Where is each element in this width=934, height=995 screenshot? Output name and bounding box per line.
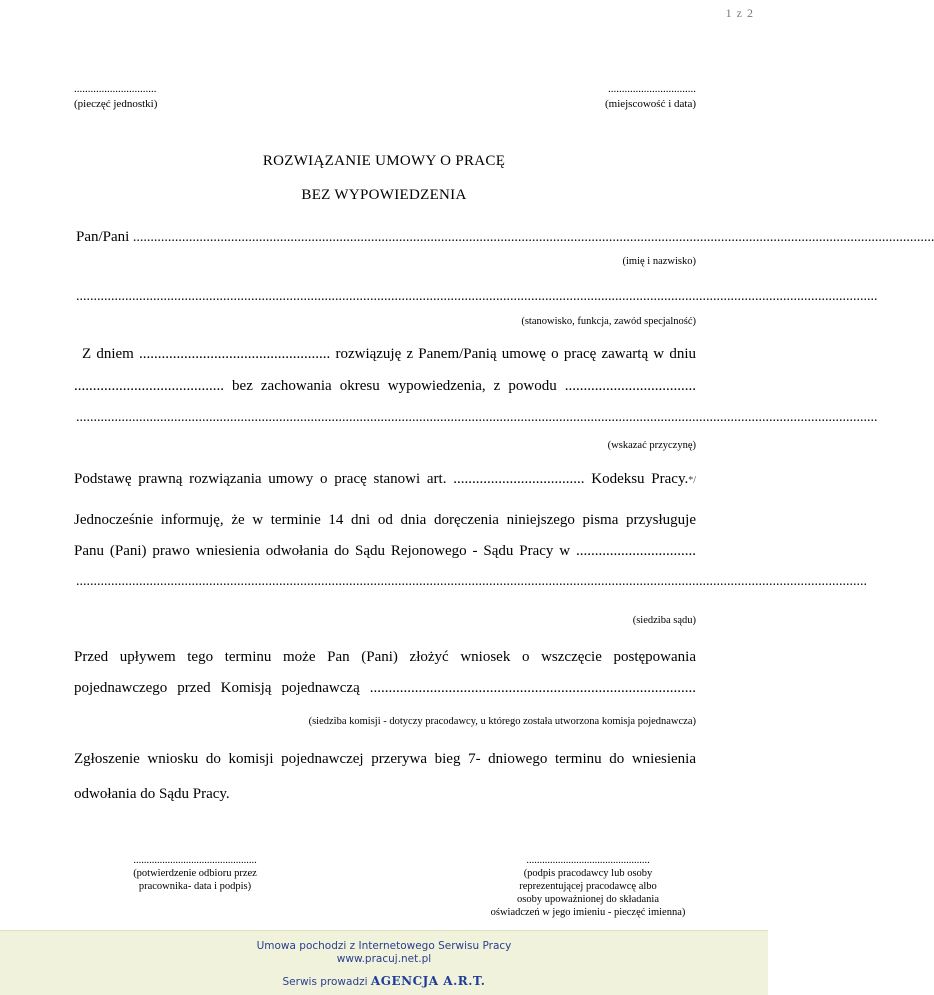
court-caption: (siedziba sądu)	[632, 615, 696, 626]
employer-signature-caption-2: reprezentującej pracodawcę albo	[519, 881, 657, 892]
appeal-text: Panu (Pani) prawo wniesienia odwołania do Sądu Rejonowego - Sądu Pracy w	[74, 543, 571, 559]
conciliation-text: pojednawczego przed Komisją pojednawczą	[74, 680, 360, 696]
employee-signature-caption-2: pracownika- data i podpis)	[138, 881, 252, 892]
agency-logo: AGENCJA A.R.T.	[370, 974, 486, 988]
footnote-mark: */	[688, 475, 697, 486]
court-line: ..................................................................................................................................................................................................................................	[76, 574, 867, 589]
date-line	[82, 346, 696, 363]
contract-line	[74, 378, 696, 395]
employer-signature-caption-4: oświadczeń w jego imieniu - pieczęć imienna)	[490, 907, 686, 918]
reason-line: .....................................................................................................................................................................................................................................	[76, 410, 878, 425]
name-line: Pan/Pani .....................................................................................................................................................................................................................................	[76, 229, 934, 245]
employer-signature-caption-1: (podpis pracodawcy lub osoby	[523, 868, 653, 879]
interruption-line-2: odwołania do Sądu Pracy.	[74, 786, 230, 802]
employer-signature-dots: ...............................................	[526, 855, 650, 866]
date-suffix: rozwiązuję z Panem/Panią umowę o pracę zawartą w dniu	[335, 346, 696, 362]
legal-basis-code: Kodeksu Pracy.	[591, 471, 689, 487]
name-caption: (imię i nazwisko)	[622, 256, 696, 267]
date-dots: ...................................................	[139, 346, 331, 362]
employee-signature-dots: ...............................................	[133, 855, 257, 866]
document-title: ROZWIĄZANIE UMOWY O PRACĘ	[262, 153, 506, 169]
contract-dots: ........................................	[74, 378, 224, 394]
appeal-line-2	[74, 543, 696, 560]
court-dots: ................................	[576, 543, 697, 559]
date-prefix: Z dniem	[82, 346, 134, 362]
legal-basis-text: Podstawę prawną rozwiązania umowy o pracę stanowi art.	[74, 471, 447, 487]
footer-banner	[0, 930, 768, 995]
footer-link[interactable]: www.pracuj.net.pl	[336, 953, 432, 965]
position-caption: (stanowisko, funkcja, zawód specjalność)	[521, 316, 696, 327]
employer-signature	[456, 854, 720, 919]
reason-caption: (wskazać przyczynę)	[607, 440, 696, 451]
legal-basis-line	[74, 471, 696, 488]
place-date-dots: ................................	[608, 83, 696, 95]
stamp-dots: ..............................	[74, 83, 157, 95]
place-date-label: (miejscowość i data)	[604, 98, 696, 110]
interruption-line-1: Zgłoszenie wniosku do komisji pojednawczej przerywa bieg 7- dniowego terminu do wniesienia	[74, 751, 696, 767]
position-line: .....................................................................................................................................................................................................................................	[76, 289, 878, 304]
commission-caption: (siedziba komisji - dotyczy pracodawcy, u którego została utworzona komisja pojednawcza)	[308, 716, 696, 727]
appeal-line-1: Jednocześnie informuję, że w terminie 14 dni od dnia doręczenia niniejszego pisma przysługuje	[74, 512, 696, 528]
footer-operator	[0, 974, 768, 988]
commission-dots: .......................................................................................	[369, 680, 697, 696]
document-subtitle: BEZ WYPOWIEDZENIA	[301, 187, 467, 203]
employee-signature-caption-1: (potwierdzenie odbioru przez	[133, 868, 257, 879]
name-prefix: Pan/Pani	[76, 229, 130, 245]
conciliation-line-1: Przed upływem tego terminu może Pan (Pani) złożyć wniosek o wszczęcie postępowania	[74, 649, 696, 665]
footer-source: Umowa pochodzi z Internetowego Serwisu Pracy	[256, 940, 512, 952]
stamp-label: (pieczęć jednostki)	[74, 98, 158, 110]
contract-text: bez zachowania okresu wypowiedzenia, z powodu	[232, 378, 557, 394]
page-number: 1 z 2	[725, 6, 754, 20]
conciliation-line-2	[74, 680, 696, 697]
legal-basis-dots: ...................................	[453, 471, 585, 487]
employer-signature-caption-3: osoby upoważnionej do składania	[516, 894, 659, 905]
footer-operator-prefix: Serwis prowadzi	[282, 976, 368, 988]
reason-dots: ...................................	[564, 378, 697, 394]
employee-signature	[100, 854, 290, 893]
